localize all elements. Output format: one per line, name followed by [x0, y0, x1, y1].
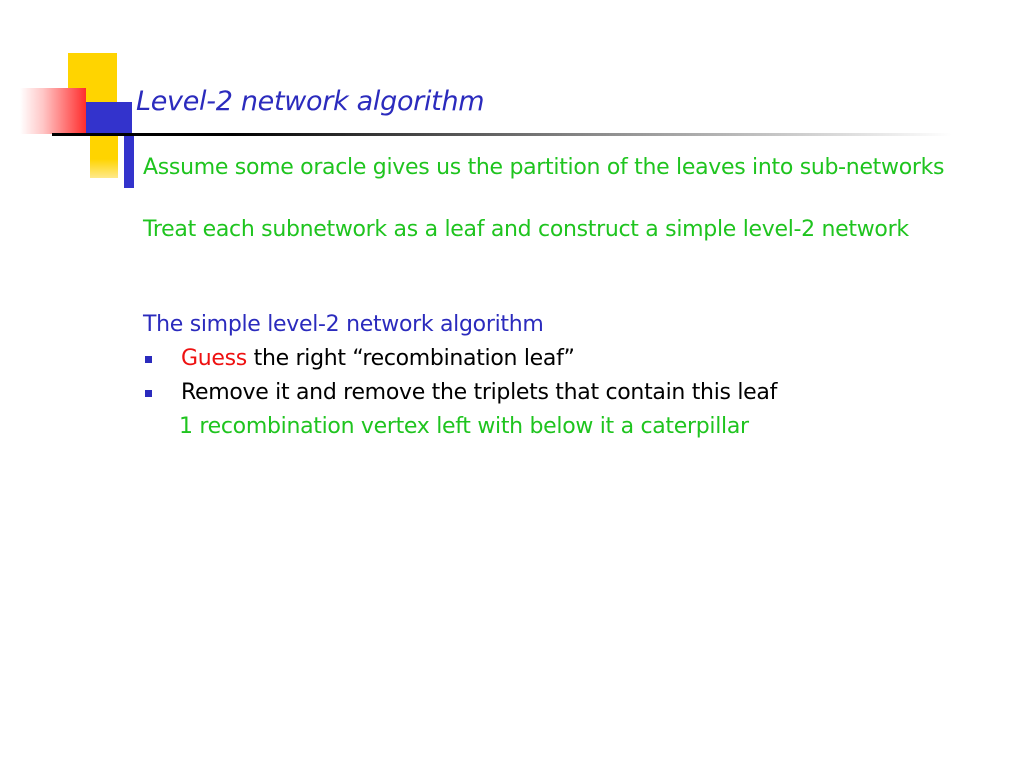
decor-red-gradient-block — [20, 88, 86, 134]
title-underline-rule — [52, 133, 952, 136]
bullet-square-icon — [145, 390, 152, 397]
paragraph-algorithm-heading: The simple level-2 network algorithm — [143, 312, 544, 337]
paragraph-treat-subnetwork: Treat each subnetwork as a leaf and construct a simple level-2 network — [143, 217, 909, 242]
decor-yellow-lower-block — [90, 136, 118, 178]
sub-point-caterpillar: 1 recombination vertex left with below it a caterpillar — [179, 414, 749, 439]
bullet-emphasis: Guess — [181, 346, 247, 371]
slide-title: Level-2 network algorithm — [136, 86, 485, 117]
bullet-square-icon — [145, 356, 152, 363]
decor-blue-block — [86, 102, 132, 136]
bullet-text: the right “recombination leaf” — [246, 346, 575, 371]
decor-blue-bar — [124, 136, 134, 188]
bullet-text: Remove it and remove the triplets that contain this leaf — [181, 380, 778, 405]
paragraph-oracle: Assume some oracle gives us the partition of the leaves into sub-networks — [143, 155, 945, 180]
